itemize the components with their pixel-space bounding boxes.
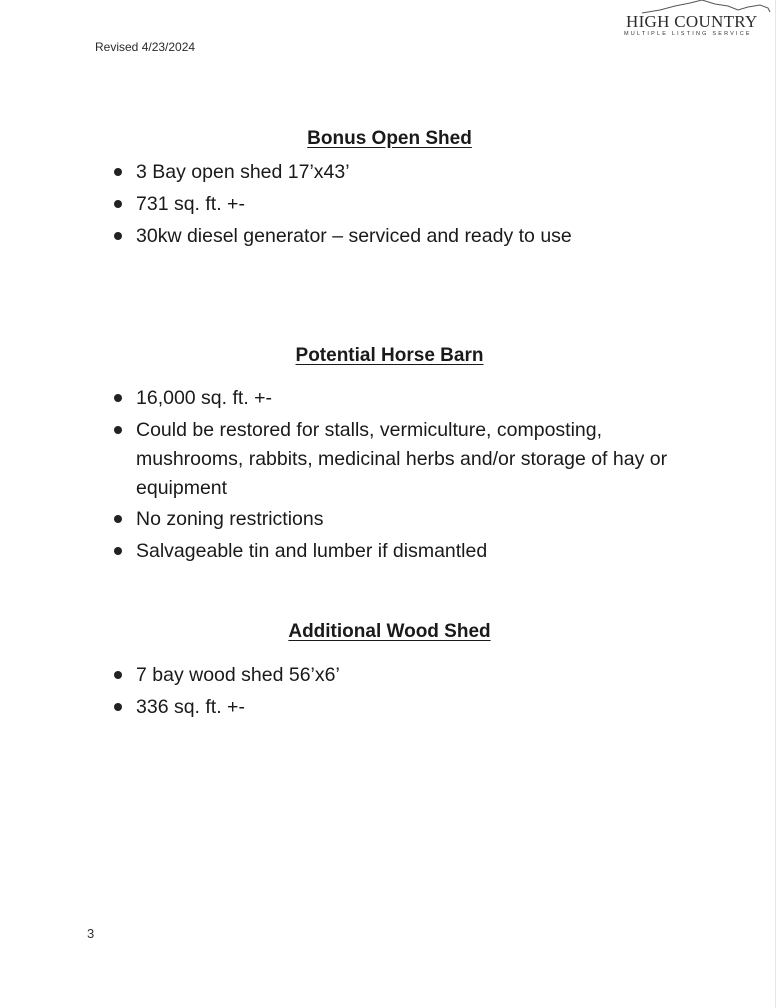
bullet-icon [114,232,122,240]
bullet-icon [114,168,122,176]
bonus-open-shed-list [112,156,672,252]
section-title-bonus-open-shed: Bonus Open Shed [307,128,472,149]
bullet-icon [114,426,122,434]
logo-title: HIGH COUNTRY [626,12,758,31]
list-item: 7 bay wood shed 56’x6’ [112,659,672,691]
bullet-icon [114,547,122,555]
list-item: Could be restored for stalls, vermiculture, composting, mushrooms, rabbits, medicinal herbs and/or storage of hay or equipment [112,414,692,503]
potential-horse-barn-list [112,382,692,567]
list-item: Salvageable tin and lumber if dismantled [112,535,692,567]
bullet-icon [114,394,122,402]
list-item: No zoning restrictions [112,503,692,535]
page-number: 3 [87,926,95,941]
section-title-additional-wood-shed: Additional Wood Shed [288,621,491,642]
bullet-icon [114,200,122,208]
high-country-logo [620,0,779,44]
section-title-potential-horse-barn: Potential Horse Barn [295,345,484,366]
logo-subtitle: MULTIPLE LISTING SERVICE [624,31,752,37]
list-item: 16,000 sq. ft. +- [112,382,692,414]
page-edge-line [775,0,776,1008]
list-item: 3 Bay open shed 17’x43’ [112,156,672,188]
bullet-icon [114,515,122,523]
bullet-icon [114,703,122,711]
list-item: 336 sq. ft. +- [112,691,672,723]
additional-wood-shed-list [112,659,672,723]
bullet-icon [114,671,122,679]
revised-date: Revised 4/23/2024 [95,40,196,54]
list-item: 731 sq. ft. +- [112,188,672,220]
list-item: 30kw diesel generator – serviced and ready to use [112,220,672,252]
